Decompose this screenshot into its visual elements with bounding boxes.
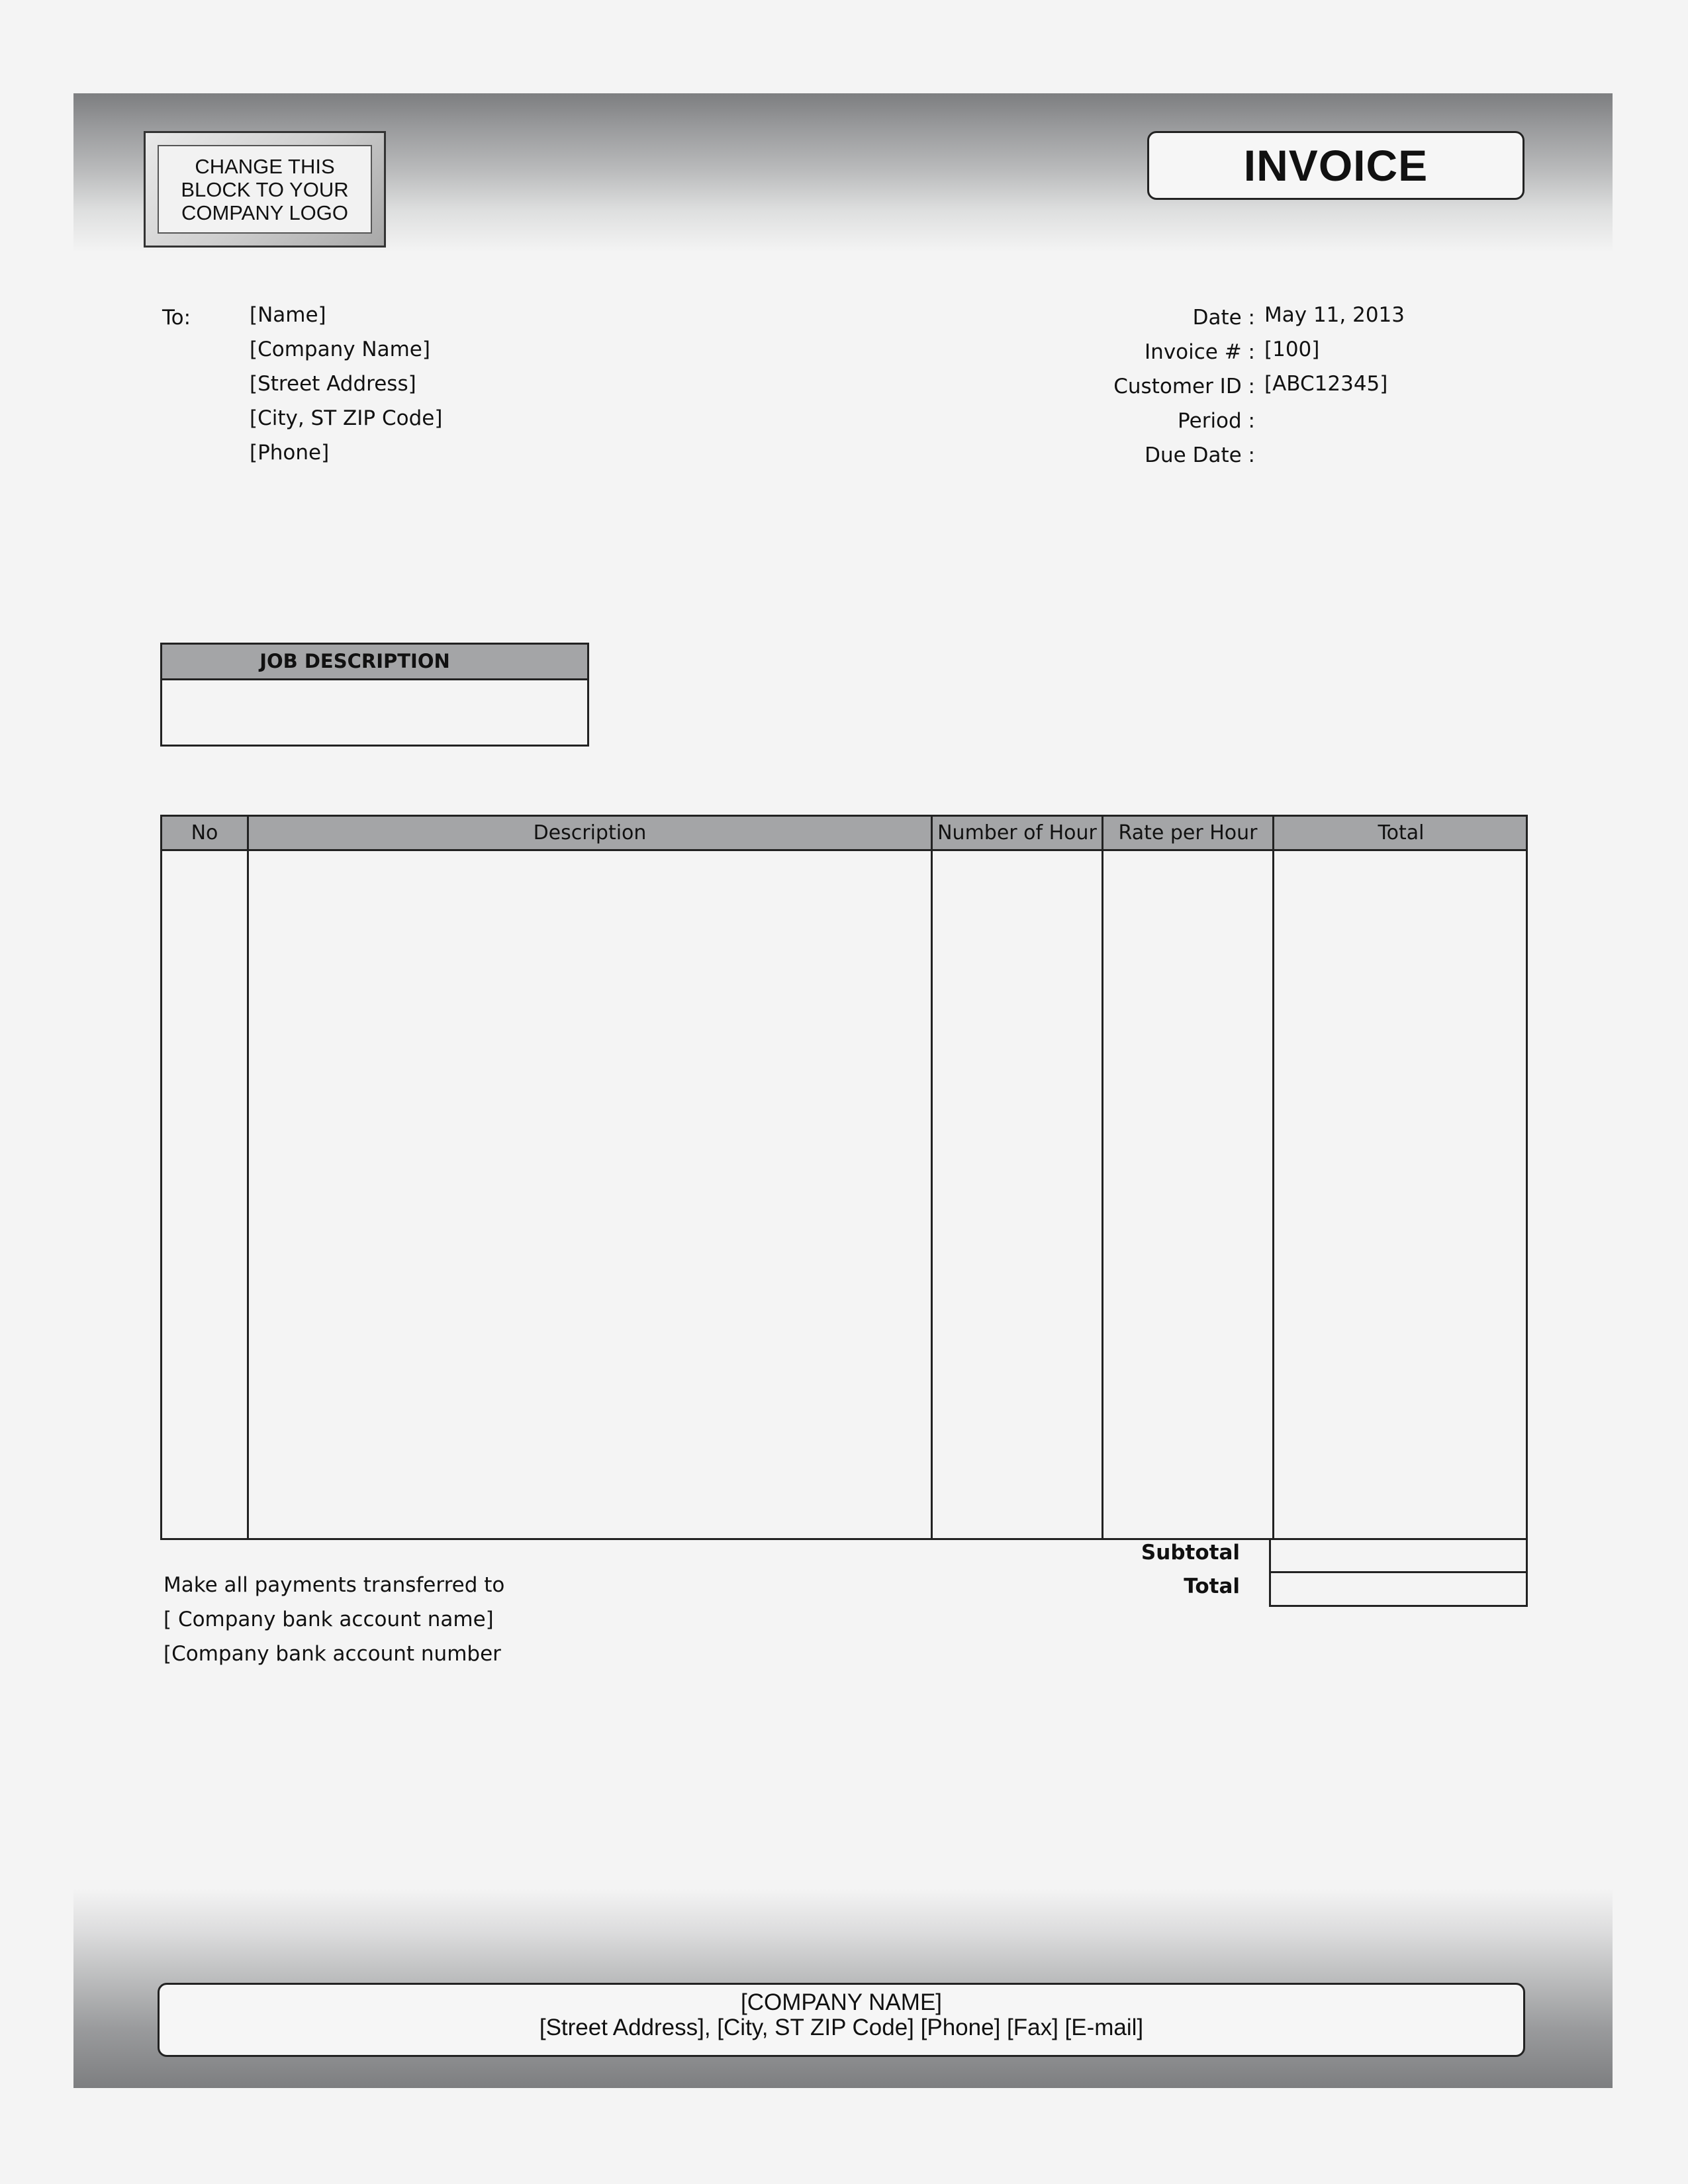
total-label: Total	[1184, 1574, 1240, 1598]
invoice-title: INVOICE	[1147, 131, 1524, 200]
items-table	[160, 815, 1528, 1540]
subtotal-label: Subtotal	[1141, 1541, 1240, 1565]
meta-row-date	[993, 302, 1470, 336]
column-divider	[1102, 817, 1103, 1538]
recipient-company: [Company Name]	[250, 338, 430, 361]
recipient-phone: [Phone]	[250, 441, 330, 465]
recipient-name: [Name]	[250, 303, 326, 327]
period-label: Period :	[1178, 409, 1255, 433]
recipient-city: [City, ST ZIP Code]	[250, 406, 443, 430]
column-header-hours: Number of Hour	[937, 821, 1097, 844]
logo-text: CHANGE THIS BLOCK TO YOUR COMPANY LOGO	[158, 145, 372, 234]
footer-contact-line: [Street Address], [City, ST ZIP Code] [Phone] [Fax] [E-mail]	[539, 2015, 1144, 2040]
customer-id-label: Customer ID :	[1113, 375, 1255, 398]
date-value: May 11, 2013	[1264, 303, 1405, 327]
subtotal-value[interactable]	[1271, 1538, 1526, 1571]
job-description-heading: JOB DESCRIPTION	[162, 645, 587, 680]
total-value[interactable]	[1271, 1573, 1526, 1605]
column-header-description: Description	[533, 821, 647, 844]
payment-line: [ Company bank account name]	[164, 1608, 494, 1631]
column-divider	[931, 817, 933, 1538]
meta-row-invoice-number	[993, 336, 1470, 371]
period-value[interactable]	[1264, 405, 1470, 439]
footer-company-name: [COMPANY NAME]	[740, 1989, 943, 2015]
job-description-box	[160, 643, 589, 747]
column-header-no: No	[191, 821, 218, 844]
meta-row-due-date	[993, 439, 1470, 474]
due-date-label: Due Date :	[1145, 443, 1255, 467]
invoice-number-value: [100]	[1264, 338, 1320, 361]
footer-company-info	[158, 1983, 1525, 2057]
payment-line: Make all payments transferred to	[164, 1573, 505, 1597]
customer-id-value: [ABC12345]	[1264, 372, 1388, 396]
invoice-meta	[993, 302, 1470, 474]
payment-instructions	[164, 1571, 504, 1674]
job-description-field[interactable]	[162, 680, 587, 745]
totals-box	[1269, 1538, 1528, 1607]
column-divider	[247, 817, 249, 1538]
column-divider	[1272, 817, 1274, 1538]
invoice-number-label: Invoice # :	[1145, 340, 1255, 364]
column-header-total: Total	[1378, 821, 1425, 844]
date-label: Date :	[1192, 306, 1255, 330]
to-label: To:	[162, 306, 191, 330]
payment-line: [Company bank account number	[164, 1642, 501, 1666]
company-logo-placeholder	[144, 131, 386, 248]
recipient-address	[250, 302, 442, 474]
column-header-rate: Rate per Hour	[1118, 821, 1258, 844]
meta-row-customer-id	[993, 371, 1470, 405]
due-date-value[interactable]	[1264, 439, 1470, 474]
meta-row-period	[993, 405, 1470, 439]
recipient-street: [Street Address]	[250, 372, 416, 396]
